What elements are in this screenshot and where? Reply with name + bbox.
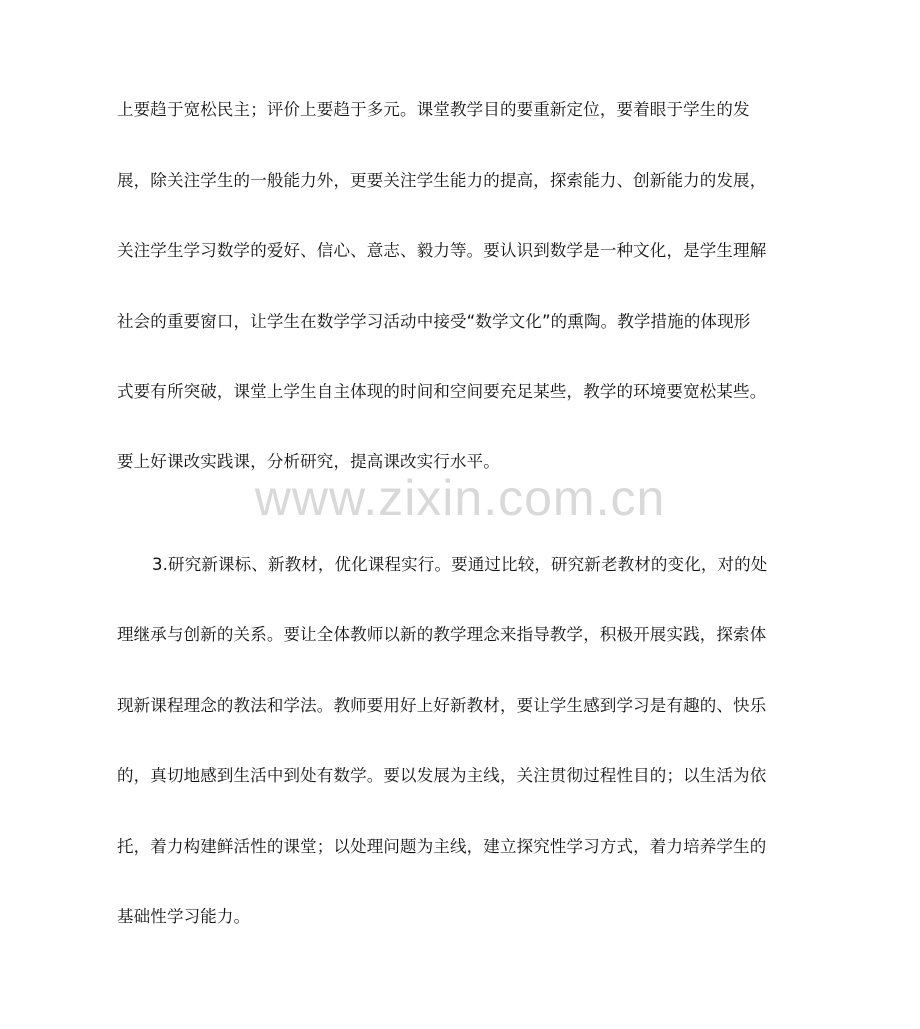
- paragraph-line: 理继承与创新的关系。要让全体教师以新的教学理念来指导教学，积极开展实践，探索体: [117, 625, 767, 644]
- paragraph-line: 上要趋于宽松民主；评价上要趋于多元。课堂教学目的要重新定位，要着眼于学生的发: [117, 100, 750, 119]
- watermark: www.zixin.com.cn: [254, 470, 666, 526]
- paragraph-line: 展，除关注学生的一般能力外，更要关注学生能力的提高，探索能力、创新能力的发展，: [117, 171, 767, 190]
- paragraph-line: 现新课程理念的教法和学法。教师要用好上好新教材，要让学生感到学习是有趣的、快乐: [117, 696, 767, 715]
- paragraph-line: 托，着力构建鲜活性的课堂；以处理问题为主线，建立探究性学习方式，着力培养学生的: [117, 837, 767, 856]
- paragraph-line: 的，真切地感到生活中到处有数学。要以发展为主线，关注贯彻过程性目的；以生活为依: [117, 766, 767, 785]
- paragraph-line: 基础性学习能力。: [117, 907, 251, 926]
- paragraph-line: 3.研究新课标、新教材，优化课程实行。要通过比较，研究新老教材的变化，对的处: [152, 555, 768, 574]
- paragraph-line: 要上好课改实践课，分析研究，提高课改实行水平。: [117, 452, 500, 471]
- paragraph-line: 社会的重要窗口，让学生在数学学习活动中接受“数学文化”的熏陶。教学措施的体现形: [117, 312, 751, 331]
- paragraph-line: 关注学生学习数学的爱好、信心、意志、毅力等。要认识到数学是一种文化，是学生理解: [117, 241, 767, 260]
- paragraph-line: 式要有所突破，课堂上学生自主体现的时间和空间要充足某些，教学的环境要宽松某些。: [117, 382, 767, 401]
